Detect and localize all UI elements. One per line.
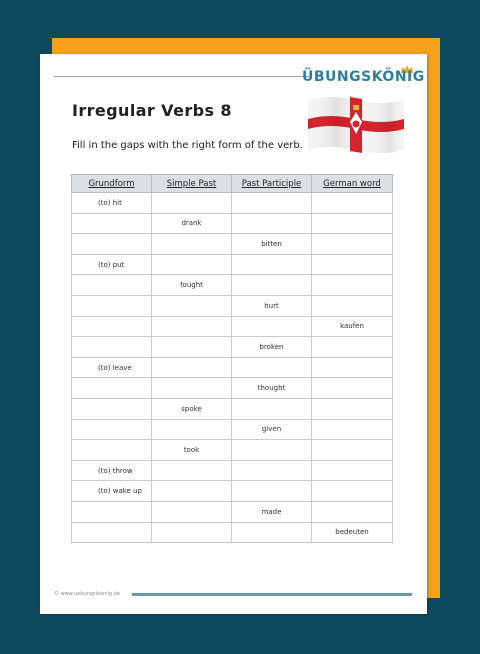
table-row bbox=[72, 337, 393, 358]
table-cell: fought bbox=[152, 275, 232, 296]
brand-logo: ÜBUNGSKÖNIG bbox=[302, 69, 425, 85]
table-row bbox=[72, 440, 393, 461]
header-rule bbox=[54, 76, 309, 77]
answer-gap-cell[interactable] bbox=[312, 398, 393, 419]
answer-gap-cell[interactable] bbox=[72, 419, 152, 440]
table-cell: hurt bbox=[232, 295, 312, 316]
answer-gap-cell[interactable] bbox=[152, 316, 232, 337]
answer-gap-cell[interactable] bbox=[152, 419, 232, 440]
answer-gap-cell[interactable] bbox=[72, 522, 152, 543]
answer-gap-cell[interactable] bbox=[72, 398, 152, 419]
table-cell: broken bbox=[232, 337, 312, 358]
answer-gap-cell[interactable] bbox=[152, 481, 232, 502]
table-row bbox=[72, 275, 393, 296]
answer-gap-cell[interactable] bbox=[232, 357, 312, 378]
column-header: German word bbox=[312, 175, 393, 193]
table-cell: (to) throw bbox=[72, 460, 152, 481]
answer-gap-cell[interactable] bbox=[232, 213, 312, 234]
table-row bbox=[72, 295, 393, 316]
table-row bbox=[72, 378, 393, 399]
worksheet-instructions: Fill in the gaps with the right form of the verb. bbox=[72, 140, 303, 151]
table-row bbox=[72, 316, 393, 337]
answer-gap-cell[interactable] bbox=[312, 337, 393, 358]
answer-gap-cell[interactable] bbox=[232, 481, 312, 502]
table-row bbox=[72, 419, 393, 440]
table-row bbox=[72, 501, 393, 522]
footer-copyright: © www.uebungskoenig.de bbox=[54, 591, 120, 597]
answer-gap-cell[interactable] bbox=[72, 295, 152, 316]
answer-gap-cell[interactable] bbox=[232, 193, 312, 214]
verbs-table bbox=[71, 174, 393, 543]
answer-gap-cell[interactable] bbox=[72, 337, 152, 358]
answer-gap-cell[interactable] bbox=[152, 295, 232, 316]
answer-gap-cell[interactable] bbox=[312, 460, 393, 481]
answer-gap-cell[interactable] bbox=[312, 440, 393, 461]
column-header: Past Participle bbox=[232, 175, 312, 193]
answer-gap-cell[interactable] bbox=[232, 398, 312, 419]
answer-gap-cell[interactable] bbox=[312, 234, 393, 255]
worksheet-title: Irregular Verbs 8 bbox=[72, 101, 232, 120]
table-cell: given bbox=[232, 419, 312, 440]
footer-bar bbox=[132, 593, 412, 596]
answer-gap-cell[interactable] bbox=[72, 316, 152, 337]
table-row bbox=[72, 522, 393, 543]
answer-gap-cell[interactable] bbox=[152, 234, 232, 255]
answer-gap-cell[interactable] bbox=[152, 501, 232, 522]
table-cell: (to) wake up bbox=[72, 481, 152, 502]
table-header-row bbox=[72, 175, 393, 193]
table-cell: (to) leave bbox=[72, 357, 152, 378]
table-cell: drank bbox=[152, 213, 232, 234]
table-row bbox=[72, 460, 393, 481]
column-header: Grundform bbox=[72, 175, 152, 193]
answer-gap-cell[interactable] bbox=[312, 254, 393, 275]
answer-gap-cell[interactable] bbox=[232, 522, 312, 543]
table-cell: made bbox=[232, 501, 312, 522]
table-row bbox=[72, 357, 393, 378]
answer-gap-cell[interactable] bbox=[232, 254, 312, 275]
answer-gap-cell[interactable] bbox=[152, 378, 232, 399]
answer-gap-cell[interactable] bbox=[312, 419, 393, 440]
table-cell: (to) hit bbox=[72, 193, 152, 214]
answer-gap-cell[interactable] bbox=[72, 378, 152, 399]
answer-gap-cell[interactable] bbox=[312, 295, 393, 316]
table-row bbox=[72, 254, 393, 275]
worksheet-paper bbox=[40, 54, 427, 614]
answer-gap-cell[interactable] bbox=[152, 357, 232, 378]
answer-gap-cell[interactable] bbox=[312, 193, 393, 214]
answer-gap-cell[interactable] bbox=[312, 501, 393, 522]
answer-gap-cell[interactable] bbox=[232, 460, 312, 481]
answer-gap-cell[interactable] bbox=[232, 440, 312, 461]
table-cell: bedeuten bbox=[312, 522, 393, 543]
answer-gap-cell[interactable] bbox=[312, 481, 393, 502]
table-row bbox=[72, 193, 393, 214]
answer-gap-cell[interactable] bbox=[232, 316, 312, 337]
answer-gap-cell[interactable] bbox=[152, 193, 232, 214]
answer-gap-cell[interactable] bbox=[152, 522, 232, 543]
table-cell: (to) put bbox=[72, 254, 152, 275]
table-cell: spoke bbox=[152, 398, 232, 419]
answer-gap-cell[interactable] bbox=[312, 275, 393, 296]
answer-gap-cell[interactable] bbox=[72, 501, 152, 522]
table-cell: took bbox=[152, 440, 232, 461]
answer-gap-cell[interactable] bbox=[312, 213, 393, 234]
answer-gap-cell[interactable] bbox=[72, 213, 152, 234]
table-row bbox=[72, 213, 393, 234]
column-header: Simple Past bbox=[152, 175, 232, 193]
answer-gap-cell[interactable] bbox=[72, 440, 152, 461]
answer-gap-cell[interactable] bbox=[312, 357, 393, 378]
answer-gap-cell[interactable] bbox=[312, 378, 393, 399]
table-cell: thought bbox=[232, 378, 312, 399]
table-cell: bitten bbox=[232, 234, 312, 255]
table-row bbox=[72, 234, 393, 255]
answer-gap-cell[interactable] bbox=[72, 275, 152, 296]
answer-gap-cell[interactable] bbox=[232, 275, 312, 296]
answer-gap-cell[interactable] bbox=[152, 337, 232, 358]
answer-gap-cell[interactable] bbox=[152, 254, 232, 275]
table-row bbox=[72, 398, 393, 419]
answer-gap-cell[interactable] bbox=[72, 234, 152, 255]
table-cell: kaufen bbox=[312, 316, 393, 337]
table-row bbox=[72, 481, 393, 502]
northern-ireland-flag-icon bbox=[304, 94, 408, 156]
answer-gap-cell[interactable] bbox=[152, 460, 232, 481]
